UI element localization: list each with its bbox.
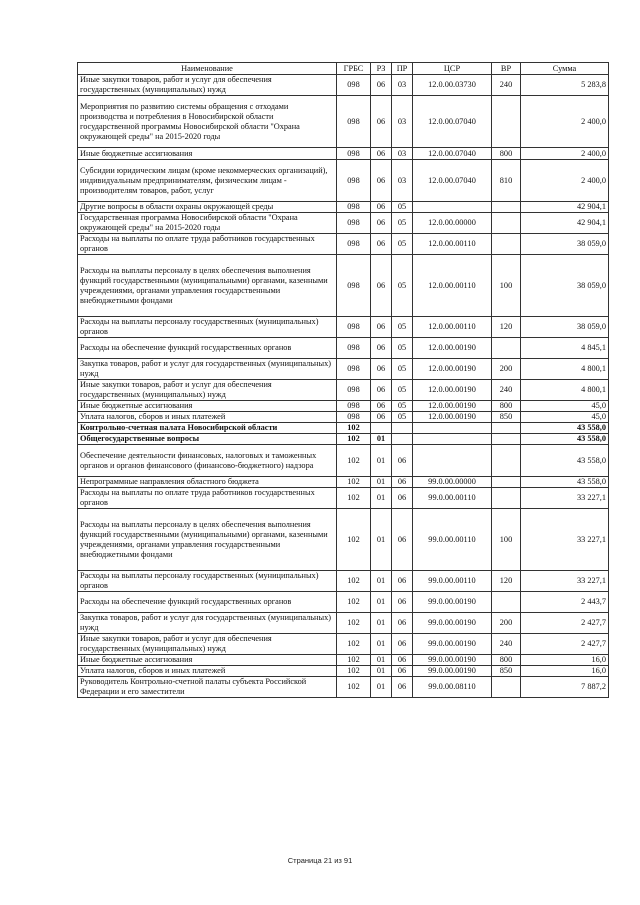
cell-grbs: 098 xyxy=(337,255,371,317)
table-row xyxy=(78,613,609,634)
header-grbs: ГРБС xyxy=(337,63,371,75)
cell-pr: 03 xyxy=(392,75,413,96)
cell-pr xyxy=(392,434,413,445)
cell-csr: 12.0.00.00110 xyxy=(413,234,492,255)
cell-sum: 42 904,1 xyxy=(521,202,609,213)
cell-rz: 01 xyxy=(371,613,392,634)
cell-grbs: 098 xyxy=(337,317,371,338)
cell-sum: 5 283,8 xyxy=(521,75,609,96)
cell-name: Контрольно-счетная палата Новосибирской области xyxy=(78,423,337,434)
cell-name: Государственная программа Новосибирской области "Охрана окружающей среды" на 2015-2020 годы xyxy=(78,213,337,234)
cell-grbs: 102 xyxy=(337,488,371,509)
table-row xyxy=(78,75,609,96)
cell-sum: 2 427,7 xyxy=(521,634,609,655)
cell-vr: 240 xyxy=(492,75,521,96)
cell-grbs: 102 xyxy=(337,677,371,698)
cell-name: Руководитель Контрольно-счетной палаты субъекта Российской Федерации и его заместители xyxy=(78,677,337,698)
cell-csr: 99.0.00.00190 xyxy=(413,634,492,655)
cell-rz: 01 xyxy=(371,677,392,698)
cell-name: Другие вопросы в области охраны окружающей среды xyxy=(78,202,337,213)
cell-grbs: 098 xyxy=(337,401,371,412)
cell-grbs: 102 xyxy=(337,634,371,655)
cell-rz: 06 xyxy=(371,412,392,423)
table-row xyxy=(78,202,609,213)
cell-pr: 05 xyxy=(392,213,413,234)
header-row xyxy=(78,63,609,75)
cell-sum: 38 059,0 xyxy=(521,255,609,317)
cell-pr: 05 xyxy=(392,401,413,412)
header-name: Наименование xyxy=(78,63,337,75)
cell-sum: 43 558,0 xyxy=(521,445,609,477)
cell-rz: 01 xyxy=(371,592,392,613)
cell-grbs: 102 xyxy=(337,477,371,488)
cell-csr: 99.0.00.00110 xyxy=(413,488,492,509)
cell-pr: 06 xyxy=(392,666,413,677)
cell-vr xyxy=(492,234,521,255)
cell-pr: 06 xyxy=(392,592,413,613)
cell-sum: 43 558,0 xyxy=(521,477,609,488)
cell-sum: 42 904,1 xyxy=(521,213,609,234)
header-vr: ВР xyxy=(492,63,521,75)
cell-pr: 03 xyxy=(392,96,413,148)
cell-pr: 05 xyxy=(392,338,413,359)
cell-sum: 2 443,7 xyxy=(521,592,609,613)
cell-rz: 06 xyxy=(371,338,392,359)
cell-sum: 38 059,0 xyxy=(521,317,609,338)
cell-grbs: 102 xyxy=(337,592,371,613)
cell-pr: 05 xyxy=(392,255,413,317)
cell-pr: 06 xyxy=(392,613,413,634)
cell-name: Иные бюджетные ассигнования xyxy=(78,401,337,412)
cell-name: Расходы на обеспечение функций государственных органов xyxy=(78,592,337,613)
cell-sum: 45,0 xyxy=(521,412,609,423)
cell-pr: 06 xyxy=(392,445,413,477)
cell-name: Расходы на выплаты по оплате труда работников государственных органов xyxy=(78,234,337,255)
cell-csr: 99.0.00.00110 xyxy=(413,509,492,571)
cell-rz: 06 xyxy=(371,255,392,317)
table-row xyxy=(78,234,609,255)
header-sum: Сумма xyxy=(521,63,609,75)
cell-csr: 99.0.00.00190 xyxy=(413,666,492,677)
cell-vr xyxy=(492,338,521,359)
cell-vr: 100 xyxy=(492,509,521,571)
cell-name: Расходы на выплаты по оплате труда работников государственных органов xyxy=(78,488,337,509)
cell-csr: 12.0.00.00110 xyxy=(413,255,492,317)
table-body xyxy=(78,75,609,698)
cell-csr: 12.0.00.00190 xyxy=(413,380,492,401)
cell-rz: 01 xyxy=(371,477,392,488)
cell-sum: 43 558,0 xyxy=(521,423,609,434)
cell-rz: 06 xyxy=(371,75,392,96)
cell-grbs: 102 xyxy=(337,613,371,634)
cell-vr xyxy=(492,592,521,613)
table-row xyxy=(78,412,609,423)
cell-pr: 06 xyxy=(392,634,413,655)
cell-name: Закупка товаров, работ и услуг для государственных (муниципальных) нужд xyxy=(78,613,337,634)
cell-csr xyxy=(413,434,492,445)
cell-csr xyxy=(413,202,492,213)
cell-rz: 06 xyxy=(371,317,392,338)
cell-rz: 06 xyxy=(371,148,392,160)
cell-csr: 99.0.00.00190 xyxy=(413,613,492,634)
cell-name: Субсидии юридическим лицам (кроме некоммерческих организаций), индивидуальным предпринимателям, физическим лицам - производителям товаров, работ, услуг xyxy=(78,160,337,202)
cell-vr xyxy=(492,488,521,509)
cell-csr: 12.0.00.03730 xyxy=(413,75,492,96)
cell-vr: 850 xyxy=(492,412,521,423)
cell-name: Расходы на обеспечение функций государственных органов xyxy=(78,338,337,359)
cell-pr: 03 xyxy=(392,160,413,202)
cell-grbs: 098 xyxy=(337,338,371,359)
cell-sum: 4 800,1 xyxy=(521,380,609,401)
cell-vr: 240 xyxy=(492,634,521,655)
cell-vr: 240 xyxy=(492,380,521,401)
cell-pr: 05 xyxy=(392,234,413,255)
cell-sum: 2 400,0 xyxy=(521,160,609,202)
cell-vr xyxy=(492,96,521,148)
cell-pr: 06 xyxy=(392,488,413,509)
cell-sum: 4 845,1 xyxy=(521,338,609,359)
table-row xyxy=(78,401,609,412)
cell-sum: 38 059,0 xyxy=(521,234,609,255)
cell-sum: 33 227,1 xyxy=(521,488,609,509)
cell-sum: 43 558,0 xyxy=(521,434,609,445)
cell-csr: 99.0.00.00190 xyxy=(413,655,492,666)
header-csr: ЦСР xyxy=(413,63,492,75)
cell-csr: 12.0.00.07040 xyxy=(413,160,492,202)
cell-name: Иные бюджетные ассигнования xyxy=(78,148,337,160)
cell-sum: 2 400,0 xyxy=(521,96,609,148)
budget-table xyxy=(77,62,609,698)
cell-vr: 800 xyxy=(492,401,521,412)
table-row xyxy=(78,160,609,202)
cell-pr: 05 xyxy=(392,412,413,423)
cell-pr: 05 xyxy=(392,380,413,401)
cell-name: Уплата налогов, сборов и иных платежей xyxy=(78,666,337,677)
cell-sum: 2 400,0 xyxy=(521,148,609,160)
cell-vr xyxy=(492,677,521,698)
cell-vr: 200 xyxy=(492,613,521,634)
cell-rz: 01 xyxy=(371,445,392,477)
cell-vr: 120 xyxy=(492,317,521,338)
table-row xyxy=(78,509,609,571)
page-number: Страница 21 из 91 xyxy=(287,856,353,865)
cell-name: Мероприятия по развитию системы обращения с отходами производства и потребления в Новосибирской области государственной программы Новосибирской области "Охрана окружающей среды" на 2015-2020 годы xyxy=(78,96,337,148)
cell-grbs: 102 xyxy=(337,666,371,677)
cell-vr xyxy=(492,434,521,445)
table-row xyxy=(78,423,609,434)
cell-csr xyxy=(413,423,492,434)
cell-sum: 45,0 xyxy=(521,401,609,412)
table-row xyxy=(78,434,609,445)
cell-vr xyxy=(492,445,521,477)
cell-rz: 06 xyxy=(371,96,392,148)
cell-csr: 12.0.00.00190 xyxy=(413,359,492,380)
cell-vr: 810 xyxy=(492,160,521,202)
table-row xyxy=(78,338,609,359)
cell-rz xyxy=(371,423,392,434)
cell-pr: 06 xyxy=(392,571,413,592)
cell-name: Непрограммные направления областного бюджета xyxy=(78,477,337,488)
cell-rz: 06 xyxy=(371,202,392,213)
table-row xyxy=(78,317,609,338)
cell-grbs: 098 xyxy=(337,359,371,380)
cell-name: Расходы на выплаты персоналу государственных (муниципальных) органов xyxy=(78,317,337,338)
cell-vr xyxy=(492,423,521,434)
table-row xyxy=(78,592,609,613)
cell-sum: 16,0 xyxy=(521,666,609,677)
cell-vr: 800 xyxy=(492,148,521,160)
cell-vr xyxy=(492,202,521,213)
cell-pr: 06 xyxy=(392,655,413,666)
cell-name: Расходы на выплаты персоналу в целях обеспечения выполнения функций государственными (муниципальными) органами, казенными учреждениями, органами управления государственными внебюджетными фондами xyxy=(78,509,337,571)
cell-name: Общегосударственные вопросы xyxy=(78,434,337,445)
cell-csr: 12.0.00.00190 xyxy=(413,412,492,423)
cell-grbs: 098 xyxy=(337,160,371,202)
cell-csr: 12.0.00.07040 xyxy=(413,148,492,160)
cell-rz: 06 xyxy=(371,380,392,401)
cell-rz: 06 xyxy=(371,401,392,412)
table-row xyxy=(78,655,609,666)
header-pr: ПР xyxy=(392,63,413,75)
cell-pr: 05 xyxy=(392,317,413,338)
cell-rz: 06 xyxy=(371,213,392,234)
cell-rz: 01 xyxy=(371,488,392,509)
cell-rz: 06 xyxy=(371,234,392,255)
cell-grbs: 102 xyxy=(337,655,371,666)
table-row xyxy=(78,213,609,234)
cell-vr: 200 xyxy=(492,359,521,380)
cell-rz: 01 xyxy=(371,571,392,592)
table-row xyxy=(78,677,609,698)
table-row xyxy=(78,571,609,592)
table-row xyxy=(78,488,609,509)
table-row xyxy=(78,445,609,477)
table-row xyxy=(78,634,609,655)
cell-csr: 99.0.00.00000 xyxy=(413,477,492,488)
cell-rz: 06 xyxy=(371,359,392,380)
cell-name: Обеспечение деятельности финансовых, налоговых и таможенных органов и органов финансового (финансово-бюджетного) надзора xyxy=(78,445,337,477)
cell-pr: 06 xyxy=(392,477,413,488)
cell-pr: 03 xyxy=(392,148,413,160)
cell-grbs: 098 xyxy=(337,412,371,423)
table-row xyxy=(78,359,609,380)
cell-rz: 01 xyxy=(371,666,392,677)
cell-csr: 12.0.00.00110 xyxy=(413,317,492,338)
cell-rz: 01 xyxy=(371,434,392,445)
cell-vr xyxy=(492,213,521,234)
cell-name: Закупка товаров, работ и услуг для государственных (муниципальных) нужд xyxy=(78,359,337,380)
cell-sum: 7 887,2 xyxy=(521,677,609,698)
table-row xyxy=(78,96,609,148)
cell-pr xyxy=(392,423,413,434)
table-row xyxy=(78,477,609,488)
cell-rz: 06 xyxy=(371,160,392,202)
cell-pr: 06 xyxy=(392,509,413,571)
cell-csr xyxy=(413,445,492,477)
cell-csr: 12.0.00.07040 xyxy=(413,96,492,148)
cell-name: Иные закупки товаров, работ и услуг для обеспечения государственных (муниципальных) нужд xyxy=(78,634,337,655)
table-row xyxy=(78,255,609,317)
cell-grbs: 102 xyxy=(337,434,371,445)
cell-grbs: 102 xyxy=(337,445,371,477)
cell-csr: 99.0.00.08110 xyxy=(413,677,492,698)
cell-grbs: 098 xyxy=(337,75,371,96)
table-row xyxy=(78,666,609,677)
cell-rz: 01 xyxy=(371,655,392,666)
cell-pr: 05 xyxy=(392,359,413,380)
cell-sum: 33 227,1 xyxy=(521,509,609,571)
cell-vr: 100 xyxy=(492,255,521,317)
cell-csr: 12.0.00.00190 xyxy=(413,401,492,412)
cell-csr: 99.0.00.00190 xyxy=(413,592,492,613)
cell-grbs: 098 xyxy=(337,213,371,234)
cell-csr: 12.0.00.00190 xyxy=(413,338,492,359)
cell-grbs: 102 xyxy=(337,571,371,592)
cell-vr: 120 xyxy=(492,571,521,592)
cell-grbs: 098 xyxy=(337,96,371,148)
cell-rz: 01 xyxy=(371,509,392,571)
cell-name: Иные закупки товаров, работ и услуг для обеспечения государственных (муниципальных) нужд xyxy=(78,380,337,401)
cell-grbs: 098 xyxy=(337,234,371,255)
cell-pr: 05 xyxy=(392,202,413,213)
cell-grbs: 102 xyxy=(337,509,371,571)
cell-csr: 99.0.00.00110 xyxy=(413,571,492,592)
table-row xyxy=(78,380,609,401)
table-row xyxy=(78,148,609,160)
cell-grbs: 102 xyxy=(337,423,371,434)
cell-name: Уплата налогов, сборов и иных платежей xyxy=(78,412,337,423)
cell-sum: 16,0 xyxy=(521,655,609,666)
cell-grbs: 098 xyxy=(337,148,371,160)
cell-sum: 33 227,1 xyxy=(521,571,609,592)
cell-vr xyxy=(492,477,521,488)
cell-csr: 12.0.00.00000 xyxy=(413,213,492,234)
cell-name: Расходы на выплаты персоналу государственных (муниципальных) органов xyxy=(78,571,337,592)
cell-sum: 4 800,1 xyxy=(521,359,609,380)
cell-name: Иные закупки товаров, работ и услуг для обеспечения государственных (муниципальных) нужд xyxy=(78,75,337,96)
cell-grbs: 098 xyxy=(337,380,371,401)
cell-name: Расходы на выплаты персоналу в целях обеспечения выполнения функций государственными (муниципальными) органами, казенными учреждениями, органами управления государственными внебюджетными фондами xyxy=(78,255,337,317)
cell-sum: 2 427,7 xyxy=(521,613,609,634)
cell-grbs: 098 xyxy=(337,202,371,213)
cell-vr: 800 xyxy=(492,655,521,666)
cell-pr: 06 xyxy=(392,677,413,698)
cell-name: Иные бюджетные ассигнования xyxy=(78,655,337,666)
header-rz: РЗ xyxy=(371,63,392,75)
cell-vr: 850 xyxy=(492,666,521,677)
cell-rz: 01 xyxy=(371,634,392,655)
